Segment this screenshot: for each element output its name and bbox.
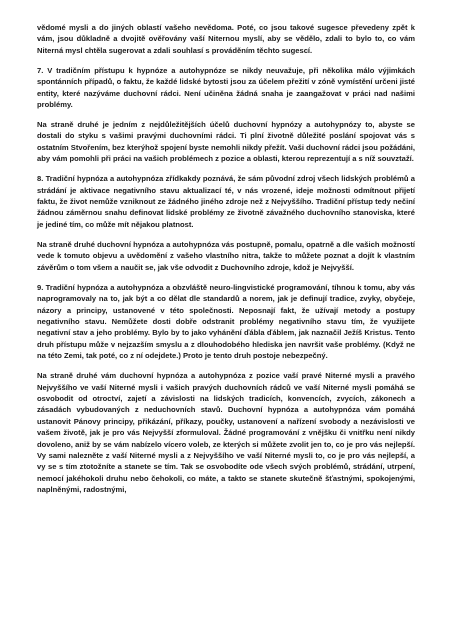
paragraph-6: 9. Tradiční hypnóza a autohypnóza a obzvláště neuro-lingvistické programování, tíhnou k tomu, aby vás naprogramovaly na to, jak být a co dělat dle standardů a norem, jak je definují tradice, zvyky, obyčeje, názory a principy, ustanovené v této společnosti. Neposnají fakt, že užívají metody a postupy negativního stavu. Nemůžete dosti dobře odstranit problémy negativního stavu tím, že využijete negativní stav a jeho problémy. Bylo by to jako vyhánění ďábla ďáblem, jak naznačil Ježíš Kristus. Tento druh přístupu může v nejzazším smyslu a z dlouhodobého hlediska jen navršit vaše problémy. (Když ne na této Zemi, tak poté, co z ní odejdete.) Proto je tento druh postoje nebezpečný.: [37, 282, 415, 361]
paragraph-7: Na straně druhé vám duchovní hypnóza a autohypnóza z pozice vaší pravé Niterné mysli a pravého Nejvyššího ve vaší Niterné mysli i vašich pravých duchovních rádců ve vaší Niterné mysli pomáhá se osvobodit od otroctví, zajetí a závislosti na lidských tradicích, konvencích, zvycích, zákonech a zásadách vybudovaných z neduchovních stavů. Duchovní hypnóza a autohypnóza vám pomáhá ustanovit Pánovy principy, přikázání, příkazy, poučky, ustanovení a nařízení svobody a nezávislosti ve vašem životě, jak je pro vás Nejvyšší zformuloval. Žádné programování z vnějšku či vnitřku není nikdy dovoleno, aniž by se vám nabízelo vícero voleb, ze kterých si můžete zvolit jen to, co je pro vás nejlepší. Vy sami nalezněte z vaší Niterné mysli a z Nejvyššího ve vaší Niterné mysli to, co je pro vás nejlepší, a vy se s tím ztotožníte a stanete se tím. Tak se osvobodíte ode všech svých problémů, strádání, utrpení, nemocí jakéhokoli druhu nebo čehokoli, co máte, a takto se stanete skutečně šťastnými, spokojenými, naplněnými, radostnými,: [37, 371, 415, 495]
paragraph-2: 7. V tradičním přístupu k hypnóze a autohypnóze se nikdy neuvažuje, při několika málo výjimkách spontánních případů, o faktu, že každé lidské bytosti jsou za účelem přežití v zóně vymístění určeni jisté entity, které nazýváme duchovní rádci. Není učiněna žádná snaha je zaangažovat v práci nad našimi problémy.: [37, 65, 415, 110]
paragraph-3: Na straně druhé je jedním z nejdůležitějších účelů duchovní hypnózy a autohypnózy to, abyste se dostali do styku s vašimi pravými duchovními rádci. Ti plní životně důležité poslání spojovat vás s ostatním Stvořením, bez kterýhož spojení byste nemohli nikdy přežít. Vaši duchovní rádci jsou požádáni, aby vám pomohli při práci na vašich problémech z pozice a oblasti, kterou reprezentují a s níž souvztaží.: [37, 120, 415, 164]
document-page: [37, 22, 415, 504]
paragraph-5: Na straně druhé duchovní hypnóza a autohypnóza vás postupně, pomalu, opatrně a dle vašich možností vede k tomuto objevu a uvědomění z vašeho vlastního nitra, takže to můžete poznat a dojít k vlastním závěrům o tom všem a naučit se, jak vše odvodit z Duchovního zdroje, kdož je Nejvyšší.: [37, 239, 415, 272]
paragraph-1: vědomé mysli a do jiných oblastí vašeho nevědoma. Poté, co jsou takové sugesce převedeny zpět k vám, jsou důkladně a dvojitě ověřovány vaší Niternou myslí, aby se vědělo, zdali to bylo to, co vám Niterná mysl chtěla sugerovat a zdali souhlasí s prováděním těchto sugescí.: [37, 23, 415, 55]
paragraph-4: 8. Tradiční hypnóza a autohypnóza zřídkakdy poznává, že sám původní zdroj všech lidských problémů a strádání je aktivace negativního stavu aktualizací té, v nás vrozené, ideje možnosti odmítnout přijetí faktu, že život nemůže vzniknout ze žádného jiného zdroje než z Nejvyššího. Tradiční přístup tedy nečiní žádnou záměrnou snahu definovat lidské problémy ze životně závažného duchovního stanoviska, které je jediné tím, co může mít nějakou platnost.: [37, 174, 415, 229]
